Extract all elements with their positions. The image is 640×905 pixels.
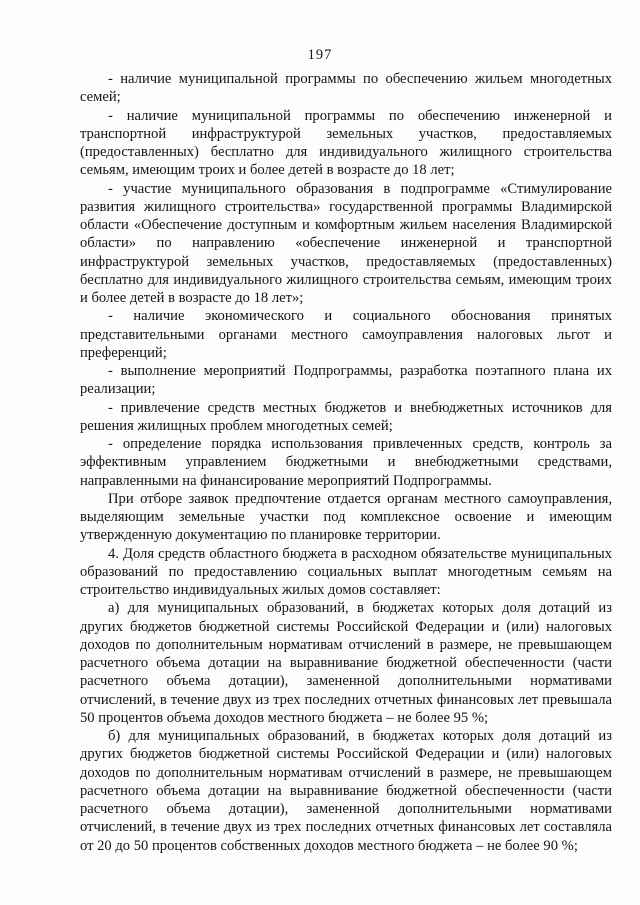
paragraph-subprogram-participation: - участие муниципального образования в подпрограмме «Стимулирование развития жилищного строительства» государственной программы Владимирской области «Обеспечение доступным и комфортным жильем населения Владимирской области» по направлению «обеспечение инженерной и транспортной инфраструктурой земельных участков, предоставляемых (предоставленных) бесплатно для индивидуального жилищного строительства семьям, имеющим троих и более детей в возрасте до 18 лет»; — [80, 180, 612, 306]
paragraph-funds-attraction: - привлечение средств местных бюджетов и внебюджетных источников для решения жилищных проблем многодетных семей; — [80, 399, 612, 434]
page-number: 197 — [307, 47, 333, 63]
body-text — [80, 70, 612, 855]
paragraph-infrastructure-program: - наличие муниципальной программы по обеспечению инженерной и транспортной инфраструктурой земельных участков, предоставляемых (предоставленных) бесплатно для индивидуального жилищного строительства семьям, имеющим троих и более детей в возрасте до 18 лет; — [80, 107, 612, 179]
paragraph-condition-b: б) для муниципальных образований, в бюджетах которых доля дотаций из других бюджетов бюджетной системы Российской Федерации и (или) налоговых доходов по дополнительным нормативам отчислений в размере, не превышающем расчетного объема дотации на выравнивание бюджетной обеспеченности (части расчетного объема дотации), замененной дополнительными нормативами отчислений, в течение двух из трех последних отчетных финансовых лет составляла от 20 до 50 процентов собственных доходов местного бюджета – не более 90 %; — [80, 728, 612, 854]
paragraph-selection-preference: При отборе заявок предпочтение отдается органам местного самоуправления, выделяющим земельные участки под комплексное освоение и имеющим утвержденную документацию по планировке территории. — [80, 490, 612, 544]
paragraph-large-family-housing-program: - наличие муниципальной программы по обеспечению жильем многодетных семей; — [80, 71, 612, 106]
paragraph-regional-budget-share: 4. Доля средств областного бюджета в расходном обязательстве муниципальных образований по предоставлению социальных выплат многодетным семьям на строительство индивидуальных жилых домов составляет: — [80, 545, 612, 598]
paragraph-funds-control: - определение порядка использования привлеченных средств, контроль за эффективным управлением бюджетными и внебюджетными средствами, направленными на финансирование мероприятий Подпрограммы. — [80, 436, 612, 489]
paragraph-tax-benefits-justification: - наличие экономического и социального обоснования принятых представительными органами местного самоуправления налоговых льгот и преференций; — [80, 308, 612, 361]
paragraph-condition-a: а) для муниципальных образований, в бюджетах которых доля дотаций из других бюджетов бюджетной системы Российской Федерации и (или) налоговых доходов по дополнительным нормативам отчислений в размере, не превышающем расчетного объема дотации на выравнивание бюджетной обеспеченности (части расчетного объема дотации), замененной дополнительными нормативами отчислений, в течение двух из трех последних отчетных финансовых лет превышала 50 процентов объема доходов местного бюджета – не более 95 %; — [80, 600, 612, 726]
paragraph-subprogram-activities: - выполнение мероприятий Подпрограммы, разработка поэтапного плана их реализации; — [80, 363, 612, 398]
